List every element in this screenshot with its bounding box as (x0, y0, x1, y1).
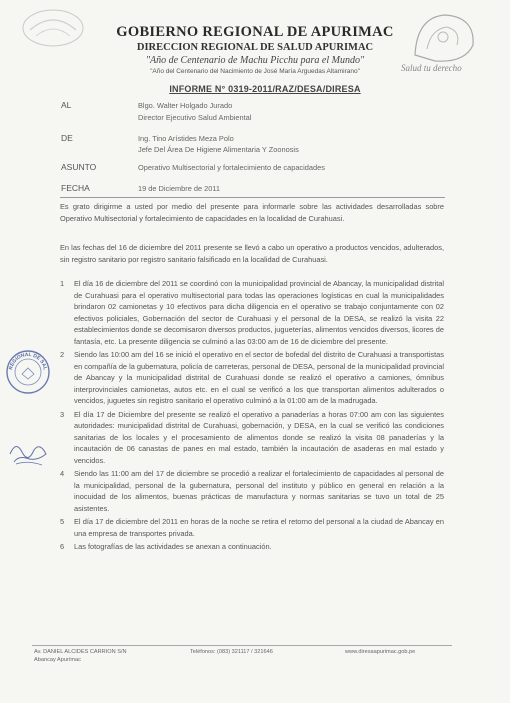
header-motto: "Año de Centenario de Machu Picchu para el Mundo" (145, 55, 365, 66)
footer-city: Abancay Apurímac (34, 657, 81, 663)
svg-text:REGIONAL DE SALUD: REGIONAL DE SAL (8, 351, 48, 371)
header-subtitle: DIRECCION REGIONAL DE SALUD APURIMAC (136, 42, 374, 53)
footer-website: www.diresaapurimac.gob.pe (345, 649, 416, 655)
al-name: Blgo. Walter Holgado Jurado (138, 101, 233, 110)
informe-title: INFORME N° 0319-2011/RAZ/DESA/DIRESA (169, 84, 361, 94)
footer-address: Av. DANIEL ALCIDES CARRION S/N (34, 649, 127, 655)
salud-logo-icon (395, 5, 490, 77)
list-item: 6 Las fotografías de las actividades se anexan a continuación. (60, 542, 272, 551)
list-item: 4 Siendo las 11:00 am del 17 de diciembre se procedió a realizar el fortalecimiento de capacidades al personal de la municipalidad, personal de la gubernatura, personal del instituto y público en general en relación a la inocuidad de los alimentos, buenas prácticas de manufactura y normas sanitarias se tuvo un total de 25 asistentes. (60, 469, 444, 513)
de-name: Ing. Tino Arístides Meza Polo (138, 134, 234, 143)
list-item: 3 El día 17 de Diciembre del presente se realizó el operativo a panaderías a horas 07:00 am con las siguientes autoridades: municipalidad distrital de Curahuasi, gobernación, y DESA, en la cual se verificó las condiciones sanitarias de los locales y el procesamiento de alimentos donde se realizó la visita 08 panaderías y la incautación de 06 canastas de panes en mal estado, también la incautación de asaderas en mal estado y vencidos. (60, 409, 444, 465)
signature-icon (6, 432, 54, 472)
list-item: 5 El día 17 de diciembre del 2011 en horas de la noche se retira el retorno del personal a la ciudad de Abancay en una empresa de transportes privada. (60, 517, 444, 538)
al-label: AL (61, 100, 72, 110)
intro-paragraph: Es grato dirigirme a usted por medio del presente para informarle sobre las actividades desarrolladas sobre Operativo Multisectorial y fortalecimiento de capacidades en la localidad de Curahuasi. (60, 202, 444, 223)
list-item: 2 Siendo las 10:00 am del 16 se inició el operativo en el sector de bofedal del distrito de Curahuasi a transportistas en compañía de la gubernatura, policía de carreteras, personal de DESA, personal de la municipalidad provincial de Abancay y la municipalidad distrital de Curahuasi donde se realizó el operativo a camiones, ómnibus interprovinciales camionetas, autos etc. en el cual se verificó a los que transportan alimentos adulterados o vencidos, juguetes sin registro sanitario el operativo culminó a la 01:00 am de la madrugada. (60, 350, 444, 405)
footer-divider (32, 645, 452, 646)
official-seal-icon (4, 348, 52, 396)
context-paragraph: En las fechas del 16 de diciembre del 2011 presente se llevó a cabo un operativo a productos vencidos, adulterados, sin registro sanitario por registro sanitario falsificado en la localidad de Curahuasi. (60, 243, 444, 264)
asunto-value: Operativo Multisectorial y fortalecimiento de capacidades (138, 163, 325, 172)
activity-list (60, 278, 444, 555)
fecha-label: FECHA (61, 183, 90, 193)
regional-emblem-icon (18, 4, 88, 52)
al-position: Director Ejecutivo Salud Ambiental (138, 113, 252, 122)
svg-text:Salud tu derecho: Salud tu derecho (401, 63, 462, 73)
de-position: Jefe Del Área De Higiene Alimentaria Y Zoonosis (138, 145, 299, 154)
de-label: DE (61, 133, 73, 143)
header-tagline: "Año del Centenario del Nacimiento de José María Arguedas Altamirano" (150, 68, 360, 75)
header-divider (60, 197, 445, 198)
list-item: 1 El día 16 de diciembre del 2011 se coordinó con la municipalidad provincial de Abancay, la municipalidad distrital de Curahuasi para el operativo multisectorial para todas las operaciones logísticas en cual la municipalidades brindaron 02 camionetas y 10 efectivos para dicha diligencia en el operativo se trabajo conjuntamente con 02 efectivos policiales, Gobernación del sector de Curahuasi y el personal de la DESA, se realizó la visita 22 establecimientos donde se decomisaron diversos productos, jugueterías, alimentos vencidos diversos, licores de fantasía, etc. La presente diligencia se culminó a las 03:00 am de 16 de diciembre del presente. (60, 279, 444, 346)
footer-phone: Teléfonos: (083) 321117 / 321646 (190, 649, 273, 655)
asunto-label: ASUNTO (61, 162, 97, 172)
header-title: GOBIERNO REGIONAL DE APURIMAC (116, 24, 394, 40)
fecha-value: 19 de Diciembre de 2011 (138, 184, 221, 193)
